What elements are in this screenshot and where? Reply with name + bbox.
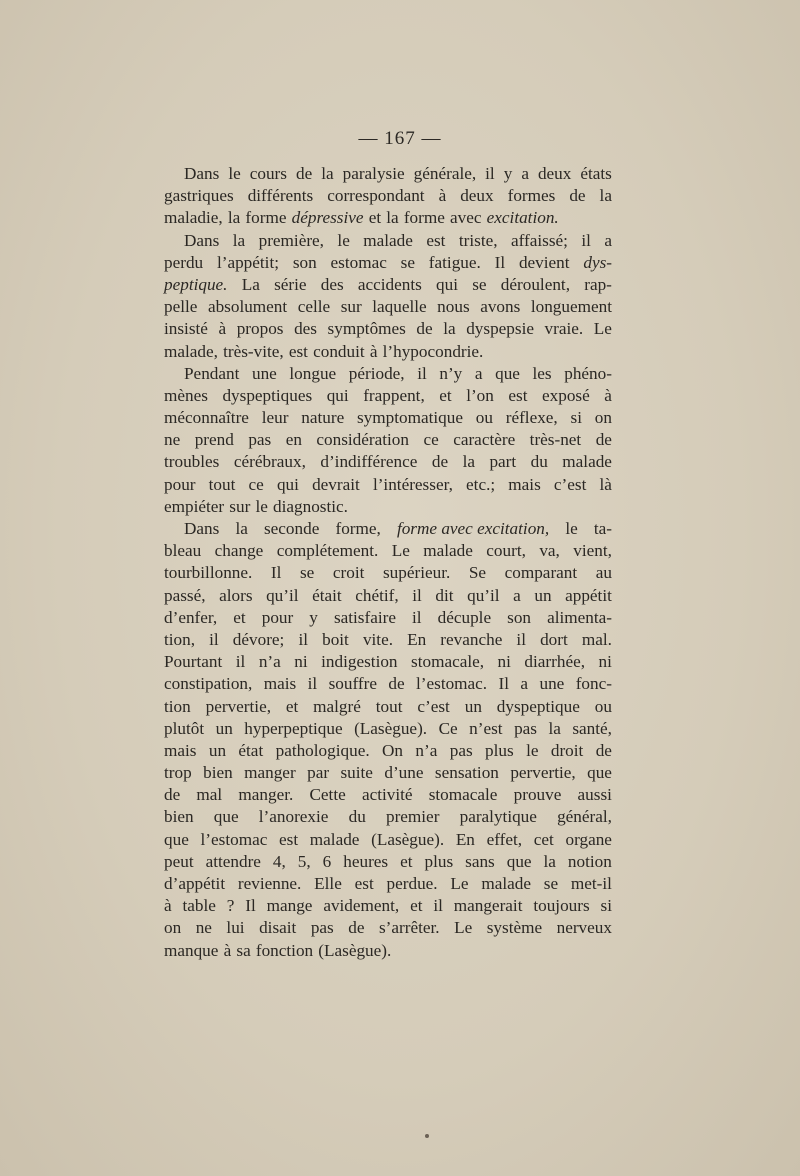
text-line: empiéter sur le diagnostic.: [164, 496, 348, 516]
text-line: troubles cérébraux, d’indifférence de la part du malade: [164, 452, 612, 472]
text-line: trop bien manger par suite d’une sensation pervertie, que: [164, 763, 612, 783]
text-line: on ne lui disait pas de s’arrêter. Le système nerveux: [164, 918, 612, 938]
page-number: — 167 —: [358, 128, 442, 149]
text-line: malade, très-vite, est conduit à l’hypocondrie.: [164, 341, 484, 361]
text-line: à table ? Il mange avidement, et il mangerait toujours si: [164, 896, 612, 916]
text-line: manque à sa fonction (Lasègue).: [164, 940, 392, 960]
text-line: mènes dyspeptiques qui frappent, et l’on est exposé à: [164, 385, 612, 405]
text-line: peptique. La série des accidents qui se déroulent, rap-: [164, 274, 612, 294]
text-line: mais un état pathologique. On n’a pas plus le droit de: [164, 740, 612, 760]
text-line: gastriques différents correspondant à deux formes de la: [164, 186, 612, 206]
text-line: d’appétit revienne. Elle est perdue. Le malade se met-il: [164, 874, 612, 893]
text-line: pelle absolument celle sur laquelle nous avons longuement: [164, 297, 612, 317]
body-text: [164, 163, 612, 962]
text-line: pour tout ce qui devrait l’intéresser, etc.; mais c’est là: [164, 474, 612, 494]
text-line: bleau change complétement. Le malade court, va, vient,: [164, 541, 612, 561]
text-line: tourbillonne. Il se croit supérieur. Se comparant au: [164, 563, 612, 583]
ink-speck: [425, 1134, 429, 1138]
text-line: Dans la seconde forme, forme avec excitation, le ta-: [184, 519, 612, 538]
text-line: tion pervertie, et malgré tout c’est un dyspeptique ou: [164, 696, 612, 716]
text-line: Dans le cours de la paralysie générale, il y a deux états: [184, 164, 612, 183]
text-line: bien que l’anorexie du premier paralytique général,: [164, 807, 612, 827]
text-line: méconnaître leur nature symptomatique ou réflexe, si on: [164, 408, 612, 428]
text-line: insisté à propos des symptômes de la dyspepsie vraie. Le: [164, 319, 612, 339]
text-line: peut attendre 4, 5, 6 heures et plus sans que la notion: [164, 851, 612, 871]
text-line: constipation, mais il souffre de l’estomac. Il a une fonc-: [164, 674, 612, 694]
text-line: de mal manger. Cette activité stomacale prouve aussi: [164, 785, 612, 805]
text-line: d’enfer, et pour y satisfaire il décuple son alimenta-: [164, 607, 612, 627]
text-line: que l’estomac est malade (Lasègue). En effet, cet organe: [164, 829, 612, 849]
text-line: plutôt un hyperpeptique (Lasègue). Ce n’est pas la santé,: [164, 718, 612, 738]
text-line: Pourtant il n’a ni indigestion stomacale, ni diarrhée, ni: [164, 652, 612, 672]
text-line: perdu l’appétit; son estomac se fatigue. Il devient dys-: [164, 252, 612, 272]
text-line: maladie, la forme dépressive et la forme avec excitation.: [164, 208, 559, 228]
text-line: tion, il dévore; il boit vite. En revanche il dort mal.: [164, 629, 612, 649]
text-line: passé, alors qu’il était chétif, il dit qu’il a un appétit: [164, 585, 612, 605]
text-line: Pendant une longue période, il n’y a que les phéno-: [184, 363, 612, 383]
text-line: ne prend pas en considération ce caractère très-net de: [164, 430, 612, 450]
text-line: Dans la première, le malade est triste, affaissé; il a: [184, 230, 612, 250]
